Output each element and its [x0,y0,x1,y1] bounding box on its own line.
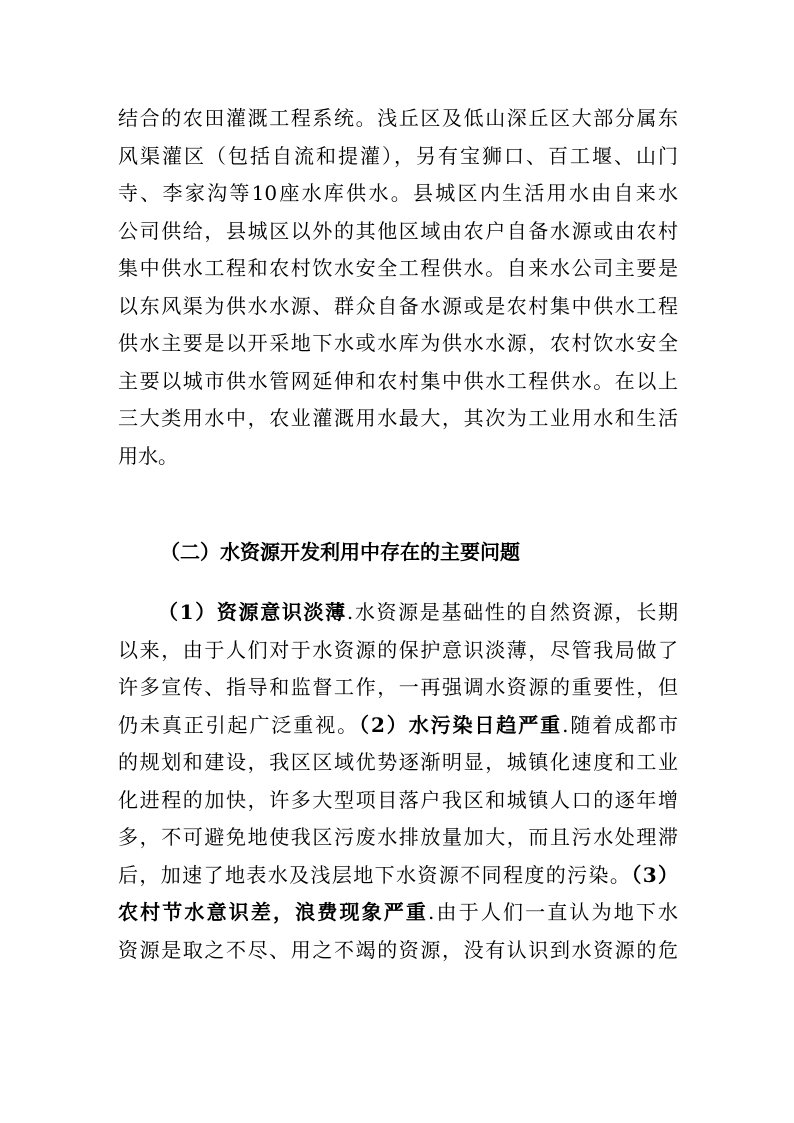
text-line: 多，不可避免地使我区污废水排放量加大，而且污水处理滞 [118,825,678,849]
text-line [118,707,678,745]
text-line: 以来，由于人们对于水资源的保护意识淡薄，尽管我局做了 [118,637,678,662]
problem-2-title: （2）水污染日趋严重 [359,712,563,737]
text-line: 以东风渠为供水水源、群众自备水源或是农村集中供水工程 [118,293,678,318]
problem-3-number: （3） [631,862,679,887]
text-line [118,894,678,932]
text-line: 资源是取之不尽、用之不竭的资源，没有认识到水资源的危 [118,937,678,962]
text-line: 许多宣传、指导和监督工作，一再强调水资源的重要性，但 [118,675,678,699]
text-line: 集中供水工程和农村饮水安全工程供水。自来水公司主要是 [118,256,678,280]
text-run: 后，加速了地表水及浅层地下水资源不同程度的污染。 [118,862,632,887]
text-line: 的规划和建设，我区区域优势逐渐明显，城镇化速度和工业 [118,750,678,774]
text-line: 三大类用水中，农业灌溉用水最大，其次为工业用水和生活 [118,406,678,430]
problem-1-title: （1）资源意识淡薄 [158,600,347,624]
text-line: 风渠灌区（包括自流和提灌），另有宝狮口、百工堰、山门 [118,143,678,168]
text-line [118,594,678,632]
text-line: 主要以城市供水管网延伸和农村集中供水工程供水。在以上 [118,368,678,393]
text-run: .随着成都市 [562,712,679,737]
text-line: 用水。 [118,443,178,468]
paragraph-problems [118,594,678,969]
text-run: .由于人们一直认为地下水 [428,900,679,924]
text-line: 寺、李家沟等10座水库供水。县城区内生活用水由自来水 [118,181,678,205]
text-line: 供水主要是以开采地下水或水库为供水水源，农村饮水安全 [118,331,678,355]
text-line: 公司供给，县城区以外的其他区域由农户自备水源或由农村 [118,218,678,243]
text-line [118,857,678,895]
section-heading: （二）水资源开发利用中存在的主要问题 [160,540,520,564]
paragraph-irrigation [118,100,678,475]
text-line: 化进程的加快，许多大型项目落户我区和城镇人口的逐年增 [118,787,678,812]
text-run: .水资源是基础性的自然资源，长期 [346,600,678,624]
text-line: 结合的农田灌溉工程系统。浅丘区及低山深丘区大部分属东 [118,106,678,130]
text-run: 仍未真正引起广泛重视。 [118,712,360,737]
problem-3-title: 农村节水意识差，浪费现象严重 [118,900,429,924]
